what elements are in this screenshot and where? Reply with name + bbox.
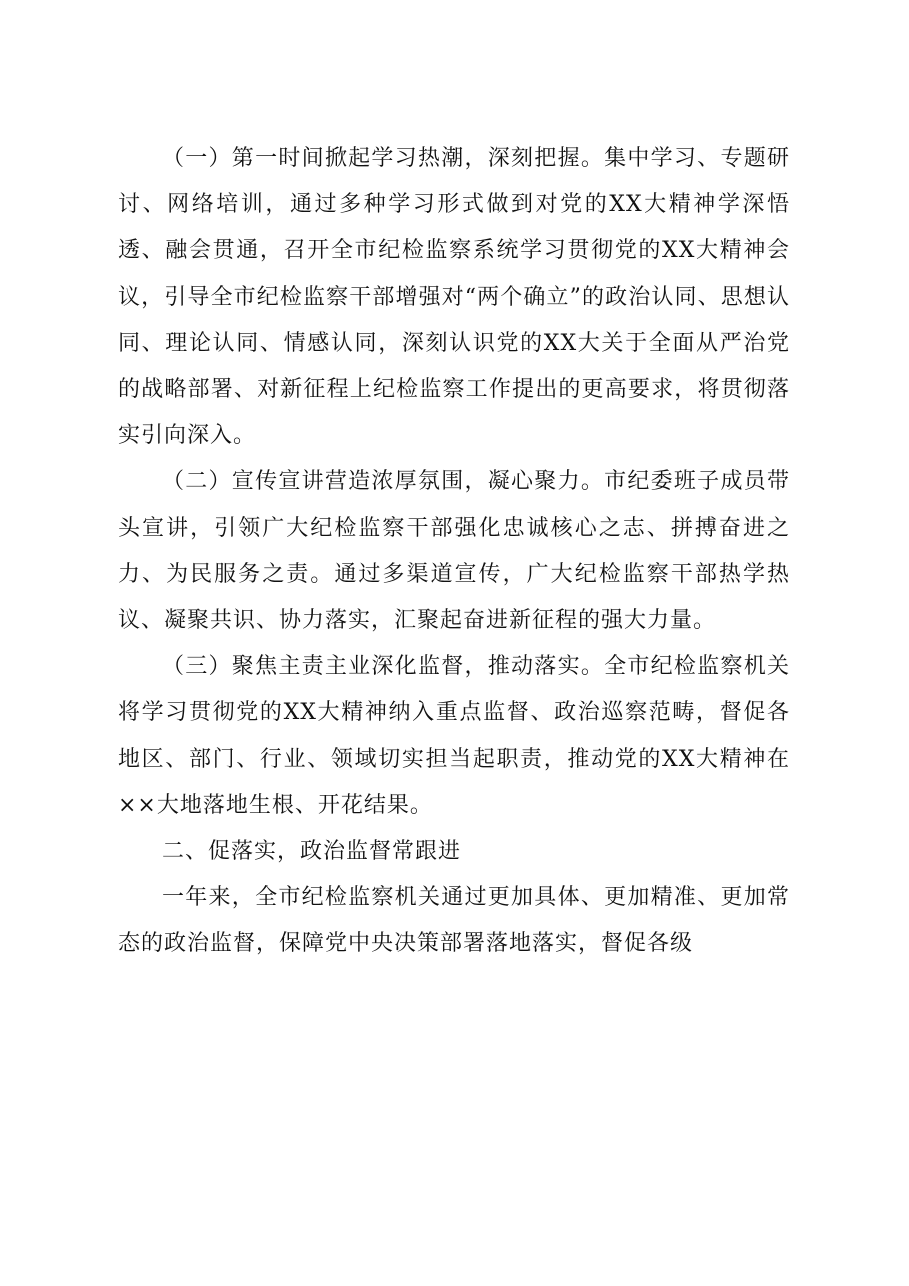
paragraph-publicity: （二）宣传宣讲营造浓厚氛围，凝心聚力。市纪委班子成员带头宣讲，引领广大纪检监察干部强化忠诚核心之志、拼搏奋进之力、为民服务之责。通过多渠道宣传，广大纪检监察干部热学热议、凝聚共识、协力落实，汇聚起奋进新征程的强大力量。 <box>118 469 790 634</box>
paragraph-study-upsurge: （一）第一时间掀起学习热潮，深刻把握。集中学习、专题研讨、网络培训，通过多种学习形式做到对党的XX大精神学深悟透、融会贯通，召开全市纪检监察系统学习贯彻党的XX大精神会议，引导全市纪检监察干部增强对“两个确立”的政治认同、思想认同、理论认同、情感认同，深刻认识党的XX大关于全面从严治党的战略部署、对新征程上纪检监察工作提出的更高要求，将贯彻落实引向深入。 <box>118 146 790 449</box>
paragraph-supervision: （三）聚焦主责主业深化监督，推动落实。全市纪检监察机关将学习贯彻党的XX大精神纳入重点监督、政治巡察范畴，督促各地区、部门、行业、领域切实担当起职责，推动党的XX大精神在××大地落地生根、开花结果。 <box>118 654 790 818</box>
document-body <box>118 136 790 968</box>
paragraph-closing: 一年来，全市纪检监察机关通过更加具体、更加精准、更加常态的政治监督，保障党中央决策部署落地落实，督促各级 <box>118 885 790 957</box>
section-heading: 二、促落实，政治监督常跟进 <box>162 839 462 865</box>
